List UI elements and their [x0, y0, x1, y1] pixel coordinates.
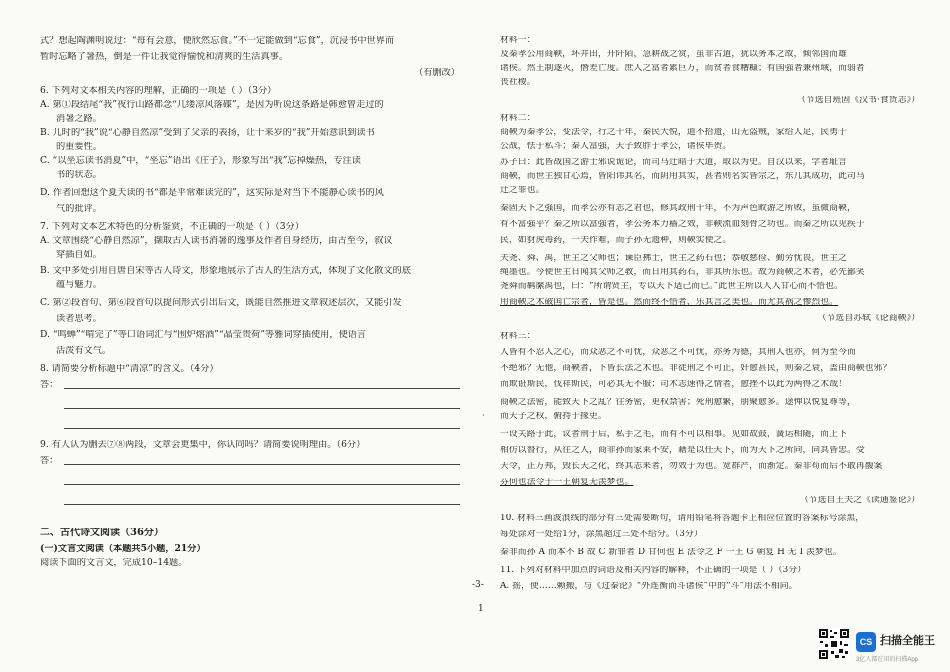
material-2-line-2: 公战，怯于私斗；秦人富强，天子致胙于孝公，诸侯毕贺。: [500, 142, 732, 151]
q6-option-a-cont: 消暑之路。: [56, 114, 102, 124]
qr-code-icon: [818, 628, 850, 660]
q6-option-c: C. “以坐忘读书消夏”中，“坐忘”语出《庄子》，形象写出“我”忘掉燥热，专注读: [40, 156, 361, 166]
q10-options[interactable]: 秦非而孙 A 而本不 B 故 C 新罪者 D 甘何也 E 法令之 F 一王 G 朝复 H 无 I 羡梦也。: [500, 548, 842, 557]
material-1-line-1: 及秦孝公用商鞅，坏井田，开阡陌，急耕战之赏，虽非古道，犹以务本之故，倾邻国而雄: [500, 50, 847, 59]
material-2-line-5: 迁之罪也。: [500, 186, 545, 195]
material-3-line-6: 一设关路于此，议者刑于后，私手之毛，而有不可以相事。见如故鼓，簧运相随，而上下: [500, 430, 847, 439]
scan-speck: ·: [482, 411, 485, 420]
scanner-watermark: [818, 628, 948, 664]
q10-instruction: 每处涂对一处给1分，涂黑超过三处不给分。（3分）: [500, 530, 703, 539]
source-note: （有删改）: [414, 68, 460, 78]
material-2-source: （节选自苏轼《论商鞅》）: [817, 314, 920, 323]
material-2-line-4: 商鞅，而世主独甘心焉，皆阳讳其名，而阴用其实，甚者则名实皆宗之，东几其成功，此司马: [500, 172, 865, 181]
q11-stem: 11. 下列对材料中加点的词语及相关内容的解释，不正确的一项是（ ）（3分）: [500, 566, 807, 575]
page-mark: 1: [478, 604, 484, 614]
intro-line-1: 式？想起陶渊明说过：“每有会意，便欣然忘食。”不一定能做到“忘食”，沉浸书中世界而: [40, 36, 395, 46]
section-2-instruction: 阅读下面的文言文，完成10–14题。: [40, 558, 188, 568]
q9-answer-line-3[interactable]: [64, 504, 460, 505]
material-3-line-2: 不绝邪？无他，商鞅者，下皆长法之术也。非徒刑之不可止，奸愈甚民，则秦之衰，盖由商鞅也邪？: [500, 364, 892, 373]
material-2-title: 材料二：: [500, 114, 536, 123]
q10-stem: 10. 材料三画波浪线的部分有三处需要断句，请用铅笔将答题卡上相应位置的答案标号涂黑，: [500, 514, 865, 523]
q6-option-b: B. 儿时的“我”说“心静自然凉”受到了父亲的表扬，让十来岁的“我”开始意识到读书: [40, 128, 375, 138]
material-1-title: 材料一：: [500, 36, 536, 45]
q9-stem: 9. 有人认为删去⑦⑧两段，文章会更集中，你认同吗？请简要说明理由。（6分）: [40, 440, 366, 450]
q11-option-a: A. 摇，使……赖搬，与《过秦论》“外连衡而斗诸侯”中的“斗”用法不相同。: [500, 582, 798, 591]
material-2-line-10: 绳墨也。今使世主日闻其父师之教，而日用其药石，非其所乐也。故为商鞅之术者，必先鄙笑: [500, 268, 865, 277]
material-2-line-7: 有不富强乎？秦之所以富强者，孝公务本力穑之效，非鞅流血刻骨之功也。而秦之所以见疾于: [500, 220, 865, 229]
q6-stem: 6. 下列对文本相关内容的理解，正确的一项是（ ）（3分）: [40, 86, 277, 96]
q6-option-a: A. 第①段结尾“我”夜行山路都念“几缕凉风落碟”，是因为听说这条路是韩愈曾走过的: [40, 100, 384, 110]
material-3-title: 材料三：: [500, 332, 536, 341]
q7-option-d-cont: 活泼有文气。: [56, 346, 112, 356]
material-3-line-3: 而欺诳斯民，伐祥斯民，可必其无不服；司木志速得之情者，愈挫不以此为两得之术哉！: [500, 380, 847, 389]
material-2-line-6: 秦固天下之强国，而孝公亦有志之君也，修其政刑十年，不为声色畋游之所败，虽微商鞅，: [500, 204, 856, 213]
q9-answer-line-1[interactable]: [64, 464, 460, 465]
q8-answer-line-1[interactable]: [64, 388, 460, 389]
q7-option-b: B. 文中多处引用自唐自宋等古人诗文，形象地展示了古人的生活方式，体现了文化散文的底: [40, 266, 411, 276]
material-2-line-11: 尧舜而羁縻禹也，曰：“所谓贤主，专以天下适己而已。”此世主所以人人甘心而不悟也。: [500, 282, 843, 291]
q6-option-d: D. 作者回想这个夏天读的书“都是平常难读完的”，这实际是对当下不能静心读书的风: [40, 188, 384, 198]
material-2-line-8: 民，如豺虎毒药，一夫作难，而子孙无遗种，则鞅实使之。: [500, 236, 732, 245]
q7-option-d: D. “鸣蝉”“啃完了”等口语词汇与“围炉熔酒”“晶莹贵荷”等雅词穿插使用，使语言: [40, 330, 367, 340]
material-3-line-5: 而天子之权，俯持于掾吏。: [500, 412, 607, 421]
camscanner-logo-icon: CS: [856, 632, 876, 652]
intro-line-2: 暂时忘略了暑热，倒是一件让我觉得愉悦和清爽的生活真事。: [40, 52, 289, 62]
material-1-source: （节选自班固《汉书·食货志》）: [796, 96, 920, 105]
material-3-source: （节选自王夫之《读通鉴论》）: [799, 496, 920, 505]
q7-option-a: A. 文章围绕“心静自然凉”，撷取古人读书消暑的逸事及作者自身经历，由古至今，叙议: [40, 236, 393, 246]
q8-answer-label: 答：: [40, 380, 59, 390]
q6-option-b-cont: 的重要性。: [56, 142, 102, 152]
q7-option-c: C. 第②段首句、第⑥段首句以提问形式引出后文，既能自然推进文章叙述层次，又能引发: [40, 298, 402, 308]
material-3-line-9: 芬何也法令于一王朝复无羡梦也。: [500, 478, 634, 487]
material-2-line-9: 夫尧、舜、禹，世主之父师也；谏臣拂士，世主之药石也；恭敬慈俭、勤劳忧畏，世主之: [500, 254, 847, 263]
q7-option-b-cont: 蕴与魅力。: [56, 280, 102, 290]
material-3-line-7: 相仿以督行，从往之人，商非孙而家莱不安，藉是以任天下，而为天下之所同，同其皆忠。受: [500, 446, 865, 455]
q8-answer-line-2[interactable]: [64, 408, 460, 409]
q9-answer-label: 答：: [40, 456, 59, 466]
material-1-line-2: 诸侯。然王制遂灭，僭差亡度。庶人之富者累巨万，而贫者食糟糠；有国强者兼州域，而弱者: [500, 64, 865, 73]
material-2-line-3: 苏子曰：此皆战国之游士邪说诡论，而司马迁暗于大道，取以为史。自汉以来，学者耻言: [500, 158, 847, 167]
material-3-line-4: 商鞅之法密，能致天下之乱？往务密，更权禁害；死刑愈繁，朋聚愈多。途惮以悦复尊等，: [500, 398, 856, 407]
material-3-line-1: 人皆有不忍人之心，而众恶之不可忧，众恶之不可忧，亦务为德，其刑人也亦，何为至今而: [500, 348, 856, 357]
q7-option-c-cont: 读者思考。: [56, 314, 102, 324]
section-2-subtitle: (一)文言文阅读（本题共5小题，21分）: [40, 544, 206, 554]
material-2-line-12: 用商鞅之术破国亡宗者，皆是也。然而终不悟者，乐其言之美也。而尤其祸之惨烈也。: [500, 298, 839, 307]
q6-option-c-cont: 书的状态。: [56, 170, 102, 180]
q9-answer-line-2[interactable]: [64, 484, 460, 485]
brand-name: 扫描全能王: [880, 635, 935, 647]
material-2-line-1: 商鞅为秦孝公，变法令，行之十年，秦民大悦，道不拾遗，山无盗贼，家给人足，民勇于: [500, 128, 847, 137]
q7-option-a-cont: 穿插自如。: [56, 250, 102, 260]
q6-option-d-cont: 气的批评。: [56, 204, 102, 214]
brand-tagline: 3亿人都在用的扫描App: [856, 657, 919, 663]
q8-stem: 8. 请简要分析标题中“清凉”的含义。（4分）: [40, 364, 219, 374]
section-2-title: 二、古代诗文阅读（36分）: [40, 528, 164, 538]
material-1-line-3: 丧社稷。: [500, 78, 536, 87]
q8-answer-line-3[interactable]: [64, 428, 460, 429]
q7-stem: 7. 下列对文本艺术特色的分析鉴赏，不正确的一项是（ ）（3分）: [40, 222, 304, 232]
page-number: -3-: [472, 580, 484, 590]
material-3-line-8: 天令，正万邦，毁长天之化，终其志来者，勿效于为也。宽群产，而渐定。秦非苟而后不敢再馥案: [500, 462, 883, 471]
